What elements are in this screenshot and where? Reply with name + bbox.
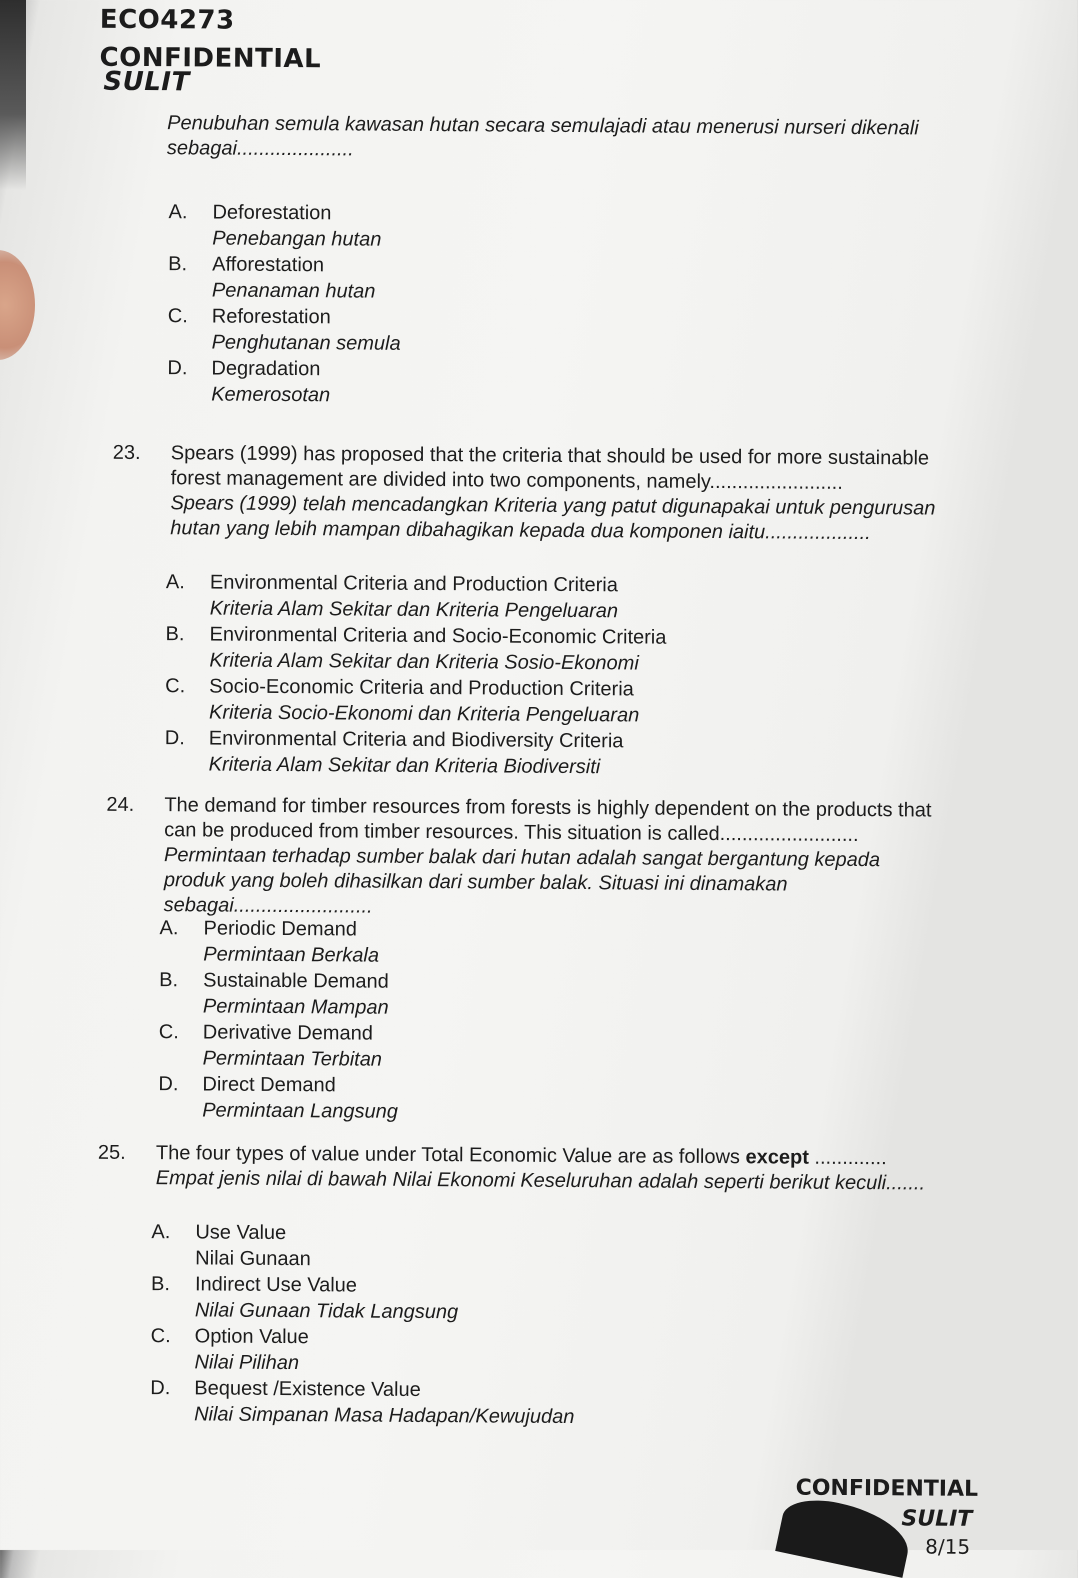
q25-option-a[interactable]: A. Use Value Nilai Gunaan bbox=[151, 1221, 311, 1271]
q24-stem bbox=[106, 793, 940, 923]
q23-options bbox=[165, 569, 886, 782]
sulit-label: SULIT bbox=[103, 66, 190, 98]
q23-stem-en: Spears (1999) has proposed that the criteria that should be used for more sustainable forest management are divided into two components, namely........................ bbox=[170, 442, 930, 494]
q24-stem-ms: Permintaan terhadap sumber balak dari hutan adalah sangat bergantung kepada produk yang boleh dihasilkan dari sumber balak. Situasi ini dinamakan sebagai......................... bbox=[163, 844, 881, 918]
q22-option-c[interactable]: C. Reforestation Penghutanan semula bbox=[167, 305, 401, 355]
q25-stem bbox=[97, 1141, 946, 1197]
q24-option-d[interactable]: D. Direct Demand Permintaan Langsung bbox=[158, 1073, 399, 1123]
footer-confidential: CONFIDENTIAL bbox=[795, 1475, 979, 1502]
q24-option-a[interactable]: A. Periodic Demand Permintaan Berkala bbox=[159, 917, 380, 967]
q25-number: 25. bbox=[97, 1141, 126, 1164]
q25-option-d[interactable]: D. Bequest /Existence Value Nilai Simpanan Masa Hadapan/Kewujudan bbox=[150, 1377, 575, 1429]
q25-option-c[interactable]: C. Option Value Nilai Pilihan bbox=[150, 1325, 309, 1375]
q24-option-b[interactable]: B. Sustainable Demand Permintaan Mampan bbox=[159, 969, 389, 1019]
q22-options bbox=[167, 199, 868, 412]
q23-option-d[interactable]: D. Environmental Criteria and Biodiversity Criteria Kriteria Alam Sekitar dan Kriteria Biodiversiti bbox=[164, 727, 624, 779]
q25-stem-en: The four types of value under Total Economic Value are as follows except ............. bbox=[155, 1142, 887, 1170]
q24-stem-en: The demand for timber resources from forests is highly dependent on the products that can be produced from timber resources. This situation is called......................... bbox=[164, 794, 932, 847]
q23-stem bbox=[112, 441, 941, 546]
q23-option-c[interactable]: C. Socio-Economic Criteria and Production Criteria Kriteria Socio-Ekonomi dan Kriteria Pengeluaran bbox=[165, 675, 640, 727]
q23-option-a[interactable]: A. Environmental Criteria and Production Criteria Kriteria Alam Sekitar dan Kriteria Pengeluaran bbox=[165, 571, 619, 623]
q23-option-b[interactable]: B. Environmental Criteria and Socio-Economic Criteria Kriteria Alam Sekitar dan Kriteria Sosio-Ekonomi bbox=[165, 623, 667, 675]
q23-stem-ms: Spears (1999) telah mencadangkan Kriteria yang patut digunapakai untuk pengurusan hutan yang lebih mampan dibahagikan kepada dua komponen iaitu................... bbox=[170, 492, 936, 545]
q25-option-b[interactable]: B. Indirect Use Value Nilai Gunaan Tidak Langsung bbox=[150, 1273, 459, 1324]
q22-option-a[interactable]: A. Deforestation Penebangan hutan bbox=[168, 201, 382, 251]
q24-option-c[interactable]: C. Derivative Demand Permintaan Terbitan bbox=[158, 1021, 383, 1071]
course-code: ECO4273 bbox=[99, 4, 235, 36]
footer-sulit: SULIT bbox=[901, 1506, 973, 1532]
q25-options bbox=[150, 1219, 851, 1432]
q22-stem-text: Penubuhan semula kawasan hutan secara semulajadi atau menerusi nurseri dikenali sebagai..................... bbox=[166, 112, 919, 161]
q22-option-b[interactable]: B. Afforestation Penanaman hutan bbox=[168, 253, 376, 303]
q23-number: 23. bbox=[112, 441, 141, 464]
q24-options bbox=[158, 915, 859, 1128]
confidential-label: CONFIDENTIAL bbox=[99, 42, 322, 75]
except-keyword: except bbox=[745, 1146, 809, 1169]
q25-stem-ms: Empat jenis nilai di bawah Nilai Ekonomi Keseluruhan adalah seperti berikut keculi....... bbox=[155, 1167, 926, 1195]
page-number: 8/15 bbox=[925, 1534, 971, 1559]
q22-stem bbox=[167, 111, 967, 167]
q24-number: 24. bbox=[106, 793, 135, 816]
q22-option-d[interactable]: D. Degradation Kemerosotan bbox=[167, 357, 331, 407]
